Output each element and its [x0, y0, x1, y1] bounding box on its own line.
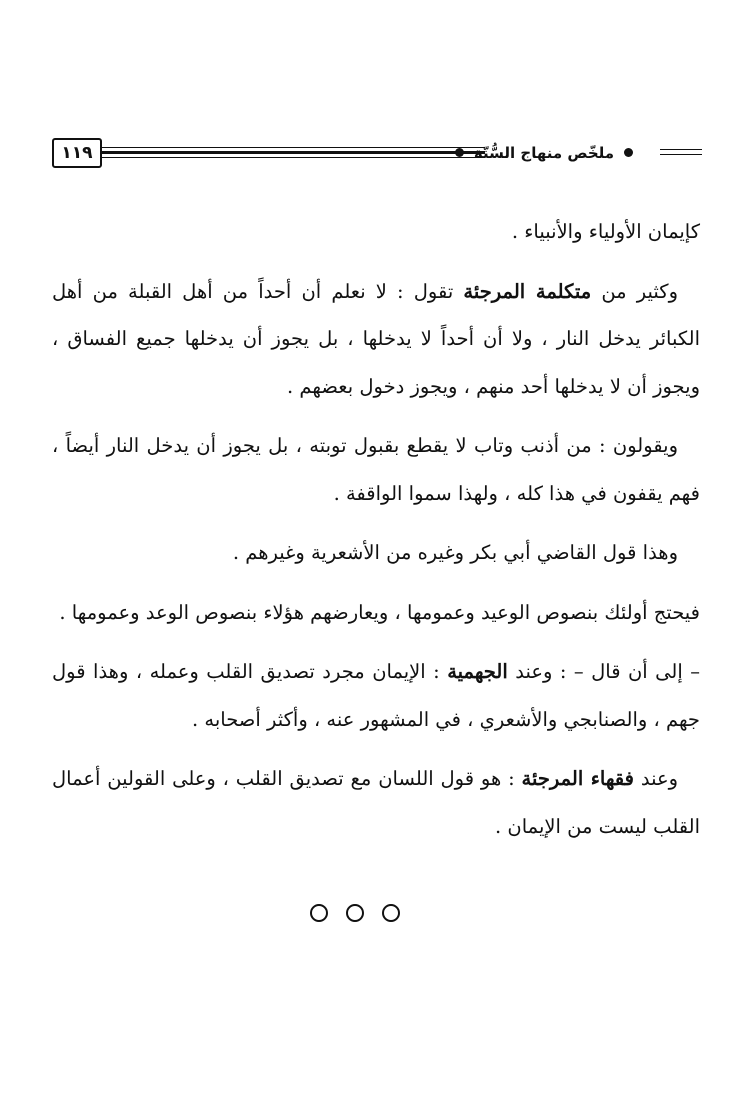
paragraph: ويقولون : من أذنب وتاب لا يقطع بقبول توبته ، بل يجوز أن يدخل النار أيضاً ، فهم يقفون في هذا كله ، ولهذا سموا الواقفة . [52, 434, 700, 505]
section-end-ornament [310, 898, 400, 928]
circle-icon [382, 904, 400, 922]
paragraph: – إلى أن قال – : وعند الجهمية : الإيمان مجرد تصديق القلب وعمله ، وهذا قول جهم ، والصنابجي والأشعري ، في المشهور عنه ، وأكثر أصحابه . [52, 660, 700, 731]
circle-icon [346, 904, 364, 922]
book-title: ملخّص منهاج السُّنّة [473, 144, 615, 162]
bullet-dot-icon [455, 148, 464, 157]
paragraph: وعند فقهاء المرجئة : هو قول اللسان مع تصديق القلب ، وعلى القولين أعمال القلب ليست من الإيمان . [52, 767, 700, 838]
page-number-box [52, 138, 102, 168]
bold-term: الجهمية [447, 660, 508, 683]
circle-icon [310, 904, 328, 922]
header-rule-left [102, 147, 485, 158]
main-text [52, 208, 700, 862]
paragraph: وهذا قول القاضي أبي بكر وغيره من الأشعرية وغيرهم . [232, 541, 678, 564]
paragraph: فيحتج أولئك بنصوص الوعيد وعمومها ، ويعارضهم هؤلاء بنصوص الوعد وعمومها . [59, 600, 700, 624]
paragraph: كإيمان الأولياء والأنبياء . [511, 220, 700, 243]
paragraph: وكثير من متكلمة المرجئة تقول : لا نعلم أن أحداً من أهل القبلة من أهل الكبائر يدخل النار ، ولا أن أحداً لا يدخلها ، بل يجوز أن يدخلها جميع الفساق ، ويجوز أن لا يدخلها أحد منهم ، ويجوز دخول بعضهم . [52, 279, 700, 398]
page-number: ١١٩ [61, 142, 93, 163]
bold-term: متكلمة المرجئة [463, 279, 592, 303]
bold-term: فقهاء المرجئة [521, 767, 634, 790]
bullet-dot-icon [624, 148, 633, 157]
header-rule-right [660, 149, 702, 156]
running-header [52, 138, 702, 172]
